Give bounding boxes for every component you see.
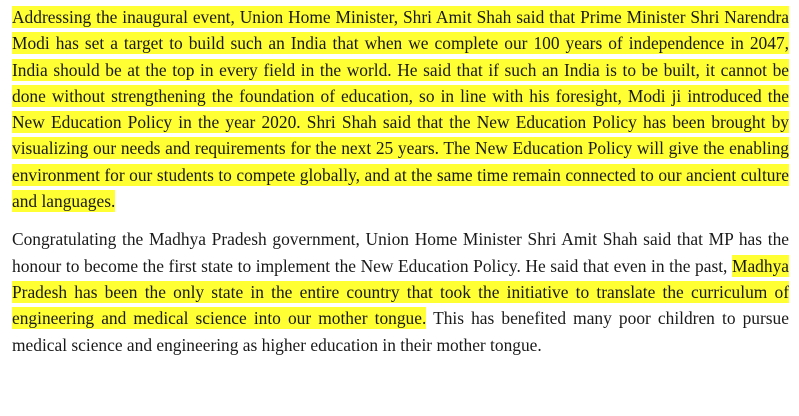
paragraph-2: [12, 226, 789, 357]
paragraph-2-text-start: Congratulating the Madhya Pradesh government, Union Home Minister Shri Amit Shah said that MP has the honour to become the first state to implement the New Education Policy. He said that even in the past,: [12, 229, 789, 276]
document-body: [12, 0, 789, 358]
paragraph-1: [12, 0, 789, 214]
paragraph-2-text-end: This has benefited many poor children to pursue medical science and engineering as higher education in their mother tongue.: [12, 308, 789, 355]
highlighted-text: Madhya Pradesh has been the only state in the entire country that took the initiative to translate the curriculum of engineering and medical science into our mother tongue.: [12, 255, 789, 329]
highlighted-text: Addressing the inaugural event, Union Home Minister, Shri Amit Shah said that Prime Minister Shri Narendra Modi has set a target to build such an India that when we complete our 100 years of independence in 2047, India should be at the top in every field in the world. He said that if such an India is to be built, it cannot be done without strengthening the foundation of education, so in line with his foresight, Modi ji introduced the New Education Policy in the year 2020. Shri Shah said that the New Education Policy has been brought by visualizing our needs and requirements for the next 25 years. The New Education Policy will give the enabling environment for our students to compete globally, and at the same time remain connected to our ancient culture and languages.: [12, 7, 789, 212]
